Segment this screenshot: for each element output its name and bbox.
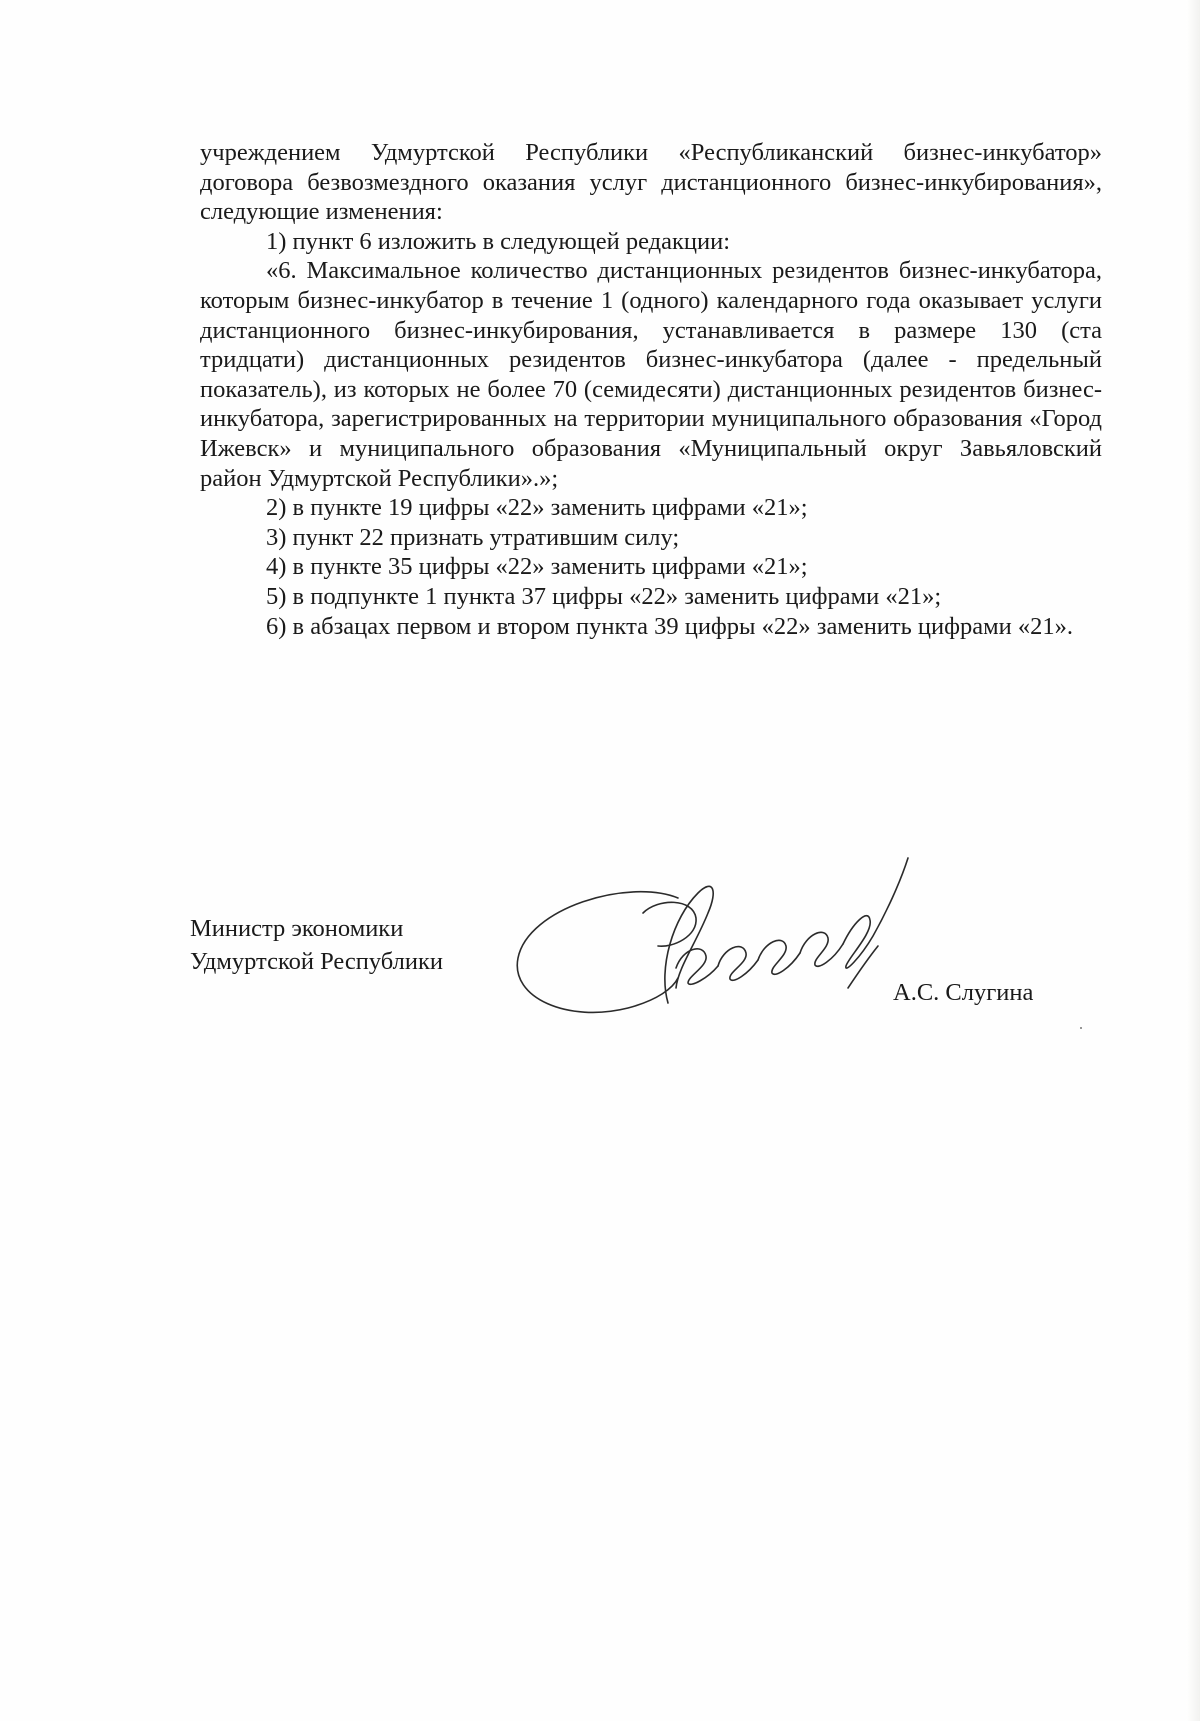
paragraph-item-1: 1) пункт 6 изложить в следующей редакции: (266, 227, 731, 255)
signatory-title (190, 912, 443, 978)
handwritten-signature (508, 838, 928, 1028)
signatory-title-line-2: Удмуртской Республики (190, 948, 443, 975)
scan-speck (1080, 1027, 1082, 1029)
paragraph-item-5: 5) в подпункте 1 пункта 37 цифры «22» заменить цифрами «21»; (266, 582, 942, 610)
page-edge-shadow (1186, 0, 1200, 1721)
paragraph-item-6: 6) в абзацах первом и втором пункта 39 цифры «22» заменить цифрами «21». (266, 612, 1074, 640)
paragraph-continuation: учреждением Удмуртской Республики «Республиканский бизнес-инкубатор» договора безвозмездного оказания услуг дистанционного бизнес-инкубирования», следующие изменения: (200, 139, 1102, 226)
paragraph-item-6-text: «6. Максимальное количество дистанционных резидентов бизнес-инкубатора, которым бизнес-инкубатор в течение 1 (одного) календарного года оказывает услуги дистанционного бизнес-инкубирования, устанавливается в размере 130 (ста тридцати) дистанционных резидентов бизнес-инкубатора (далее - предельный показатель), из которых не более 70 (семидесяти) дистанционных резидентов бизнес-инкубатора, зарегистрированных на территории муниципального образования «Город Ижевск» и муниципального образования «Муниципальный округ Завьяловский район Удмуртской Республики».»; (200, 257, 1102, 492)
document-body (200, 138, 1102, 641)
paragraph-item-4: 4) в пункте 35 цифры «22» заменить цифрами «21»; (266, 553, 808, 581)
paragraph-item-3: 3) пункт 22 признать утратившим силу; (266, 523, 680, 551)
signatory-title-line-1: Министр экономики (190, 915, 404, 942)
signatory-name: А.С. Слугина (893, 979, 1034, 1006)
paragraph-item-2: 2) в пункте 19 цифры «22» заменить цифрами «21»; (266, 494, 808, 522)
